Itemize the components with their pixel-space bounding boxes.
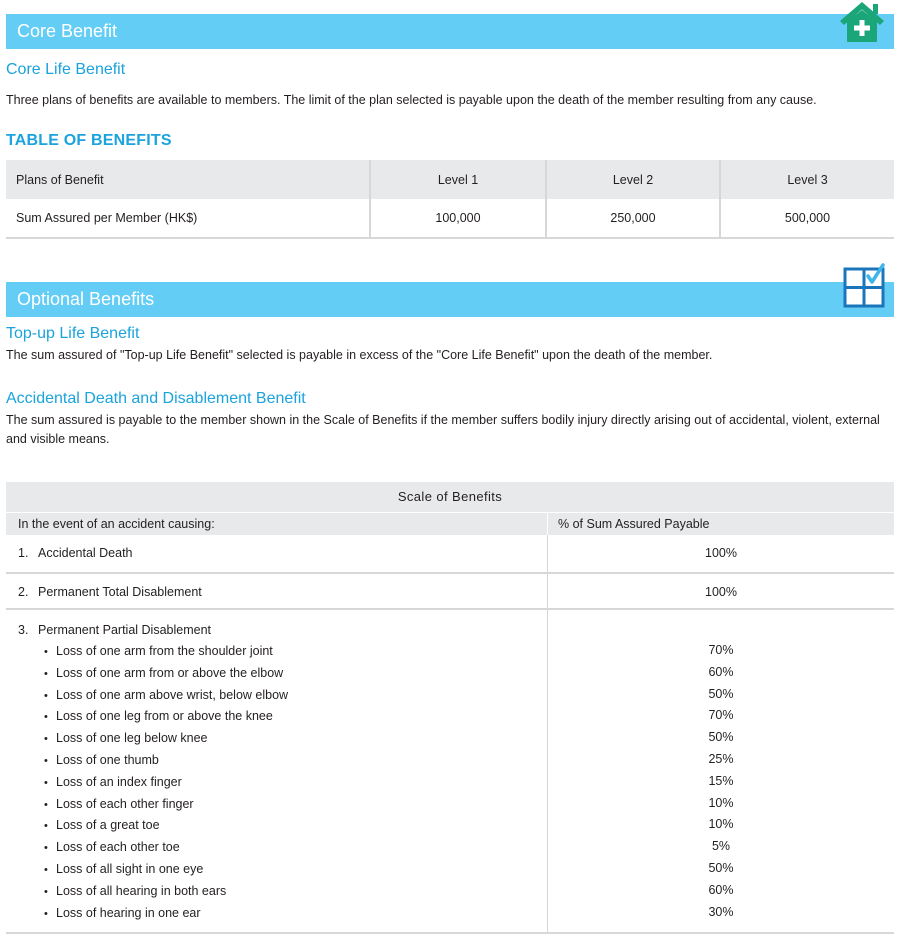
list-item <box>18 685 547 707</box>
item-label: Permanent Partial Disablement <box>38 623 211 637</box>
list-item <box>18 794 547 816</box>
sub-item-value: 10% <box>708 795 734 810</box>
item-label: Permanent Total Disablement <box>38 585 202 599</box>
item-value: 100% <box>547 574 894 608</box>
list-item <box>18 859 547 881</box>
header-level-3: Level 3 <box>720 160 894 199</box>
add-benefit-description: The sum assured is payable to the member shown in the Scale of Benefits if the member suffers bodily injury directly arising out of accidental, violent, external and visible means. <box>6 413 880 446</box>
house-plus-icon <box>838 0 886 44</box>
topup-life-benefit-description: The sum assured of "Top-up Life Benefit" selected is payable in excess of the "Core Life Benefit" upon the death of the member. <box>6 348 713 362</box>
bullet-icon: • <box>44 842 48 855</box>
row-label: Sum Assured per Member (HK$) <box>6 199 370 238</box>
sub-item-value: 25% <box>708 751 734 766</box>
bullet-icon: • <box>44 667 48 680</box>
sub-item-value: 70% <box>708 643 734 657</box>
header-plans: Plans of Benefit <box>6 160 370 199</box>
sub-item-label: Loss of each other finger <box>56 796 194 811</box>
table-row-partial-disablement <box>6 610 894 934</box>
table-row <box>6 574 894 610</box>
bullet-icon: • <box>44 820 48 833</box>
bullet-icon: • <box>44 711 48 724</box>
topup-life-benefit-heading: Top-up Life Benefit <box>6 325 140 342</box>
sub-item-label: Loss of hearing in one ear <box>56 905 201 920</box>
sub-item-label: Loss of one leg from or above the knee <box>56 709 273 724</box>
list-item <box>18 881 547 903</box>
sub-item-label: Loss of a great toe <box>56 818 160 833</box>
optional-benefits-title: Optional Benefits <box>17 289 155 309</box>
add-benefit-heading: Accidental Death and Disablement Benefit <box>6 390 306 407</box>
item-label: Accidental Death <box>38 546 133 560</box>
checkbox-grid-icon <box>843 263 887 308</box>
header-level-1: Level 1 <box>370 160 546 199</box>
sub-item-label: Loss of an index finger <box>56 774 182 789</box>
scale-of-benefits-table <box>6 482 894 934</box>
sub-item-value: 30% <box>708 904 734 919</box>
table-of-benefits <box>6 160 894 239</box>
item-value: 100% <box>547 535 894 572</box>
bullet-icon: • <box>44 689 48 702</box>
bullet-icon: • <box>44 863 48 876</box>
bullet-icon: • <box>44 776 48 789</box>
item-number: 1. <box>18 546 29 560</box>
col-header-percentage: % of Sum Assured Payable <box>547 513 894 535</box>
header-level-2: Level 2 <box>546 160 720 199</box>
table-of-benefits-title: TABLE OF BENEFITS <box>6 132 172 149</box>
item-number: 3. <box>18 623 29 637</box>
list-item <box>18 750 547 772</box>
core-life-benefit-heading: Core Life Benefit <box>6 61 126 78</box>
sub-item-label: Loss of one arm from or above the elbow <box>56 665 284 680</box>
bullet-icon: • <box>44 885 48 898</box>
bullet-icon: • <box>44 646 48 658</box>
list-item <box>18 663 547 685</box>
sub-item-value: 50% <box>708 686 734 701</box>
list-item <box>18 903 547 925</box>
list-item <box>18 815 547 837</box>
sub-item-label: Loss of all hearing in both ears <box>56 883 227 898</box>
level-3-value: 500,000 <box>720 199 894 238</box>
table-row <box>6 535 894 574</box>
bullet-icon: • <box>44 798 48 811</box>
sub-item-label: Loss of each other toe <box>56 840 180 855</box>
bullet-icon: • <box>44 733 48 746</box>
list-item <box>18 728 547 750</box>
sub-item-value: 15% <box>708 773 734 788</box>
optional-benefits-bar <box>6 282 894 317</box>
sub-item-value: 10% <box>708 817 734 832</box>
bullet-icon: • <box>44 754 48 767</box>
level-1-value: 100,000 <box>370 199 546 238</box>
sub-item-label: Loss of all sight in one eye <box>56 861 204 876</box>
sub-item-label: Loss of one leg below knee <box>56 731 208 746</box>
sub-item-value: 50% <box>708 730 734 745</box>
sub-item-value: 60% <box>708 882 734 897</box>
core-benefit-title: Core Benefit <box>17 21 118 41</box>
core-life-benefit-description: Three plans of benefits are available to members. The limit of the plan selected is payable upon the death of the member resulting from any cause. <box>6 93 817 107</box>
sub-item-value: 5% <box>711 839 731 854</box>
sub-item-label: Loss of one arm from the shoulder joint <box>56 644 273 658</box>
scale-header-row <box>6 512 894 535</box>
list-item <box>18 706 547 728</box>
list-item <box>18 772 547 794</box>
core-benefit-bar <box>6 14 894 49</box>
item-number: 2. <box>18 585 29 599</box>
list-item <box>18 837 547 859</box>
sub-item-value: 70% <box>708 708 734 723</box>
scale-of-benefits-title: Scale of Benefits <box>6 482 894 512</box>
table-header-row <box>6 160 894 199</box>
col-header-event: In the event of an accident causing: <box>18 517 215 531</box>
sub-item-label: Loss of one thumb <box>56 752 159 767</box>
level-2-value: 250,000 <box>546 199 720 238</box>
bullet-icon: • <box>44 907 48 920</box>
sub-item-value: 60% <box>708 664 734 679</box>
list-item <box>18 641 547 663</box>
sub-item-value: 50% <box>708 860 734 875</box>
sub-item-label: Loss of one arm above wrist, below elbow <box>56 687 289 702</box>
table-row <box>6 199 894 238</box>
